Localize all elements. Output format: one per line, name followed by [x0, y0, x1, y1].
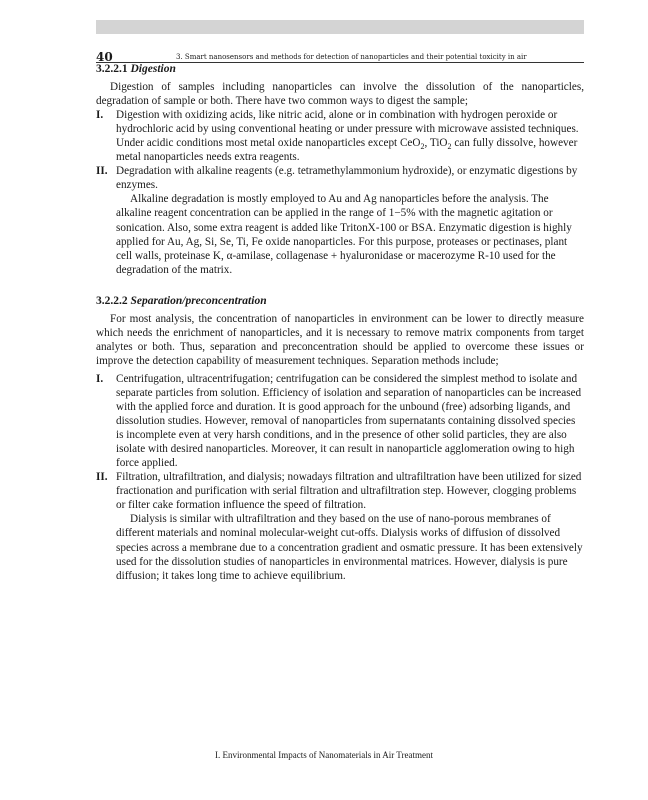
formula-tio2: TiO$_2$	[429, 137, 452, 152]
page-footer: I. Environmental Impacts of Nanomaterials in Air Treatment	[215, 750, 433, 760]
page-header	[96, 20, 584, 63]
list-item	[96, 470, 584, 582]
section-heading-digestion	[96, 62, 584, 76]
section-title: Separation/preconcentration	[130, 294, 267, 307]
formula-ceo2: CeO$_2$	[399, 137, 425, 152]
list-item	[96, 108, 584, 164]
list-item-text: Degradation with alkaline reagents (e.g. tetramethylammonium hydroxide), or enzymatic digestions by enzymes.	[116, 165, 578, 192]
list-item	[96, 164, 584, 276]
main-content	[96, 62, 584, 583]
section-number: 3.2.2.2	[96, 294, 128, 307]
section-title: Digestion	[130, 63, 176, 75]
section-heading-separation	[96, 294, 584, 308]
list-item	[96, 372, 584, 470]
list-marker: I.	[96, 109, 104, 122]
digestion-list	[96, 108, 584, 277]
section-intro: Digestion of samples including nanoparticles can involve the dissolution of the nanoparticles, degradation of sample or both. There have two common ways to digest the sample;	[96, 81, 584, 108]
section-intro: For most analysis, the concentration of nanoparticles in environment can be lower to directly measure which needs the enrichment of nanoparticles, and it is necessary to remove matrix components from target analytes or both. Thus, separation and preconcentration should be applied to overcome these issues or improve the detection capability of measurement techniques. Separation methods include;	[96, 312, 584, 367]
list-marker: I.	[96, 372, 104, 385]
list-item-text: Digestion with oxidizing acids, like nitric acid, alone or in combination with hydrogen peroxide or hydrochloric acid by using conventional heating or under pressure with microwave assisted techniques. Under acidic conditions most metal oxide nanoparticles except CeO$_2$, TiO$_2$ can fully dissolve, however metal nanoparticles needs extra reagents.	[116, 109, 579, 164]
list-item-continuation: Alkaline degradation is mostly employed to Au and Ag nanoparticles before the analysis. The alkaline reagent concentration can be applied in the range of 1−5% with the magnetic agitation or sonication. Also, some extra reagent is added like TritonX-100 or BSA. Enzymatic digestion is highly applied for Au, Ag, Si, Se, Ti, Fe oxide nanoparticles. For this purpose, proteases or pectinases, plant cell walls, proteinase K, α-amilase, collagenase + hyaluronidase or macerozyme R-10 used for the degradation of the matrix.	[116, 193, 572, 276]
section-number: 3.2.2.1	[96, 63, 128, 75]
list-item-text: Filtration, ultrafiltration, and dialysis; nowadays filtration and ultrafiltration have been utilized for sized fractionation and purification with serial filtration and ultrafiltration step. However, clogging problems or filter cake formation influence the speed of filtration.	[116, 471, 582, 512]
list-item-continuation: Dialysis is similar with ultrafiltration and they based on the use of nano-porous membranes of different materials and nominal molecular-weight cut-offs. Dialysis works of diffusion of dissolved species across a membrane due to a concentration gradient and osmatic pressure. It has been extensively used for the dissolution studies of nanoparticles in environmental matrices. However, dialysis is pure diffusion; it takes long time to achieve equilibrium.	[116, 513, 583, 582]
separation-list	[96, 372, 584, 583]
running-head: 3. Smart nanosensors and methods for detection of nanoparticles and their potential toxicity in air	[176, 53, 527, 61]
list-item-text: Centrifugation, ultracentrifugation; centrifugation can be considered the simplest method to isolate and separate particles from solution. Efficiency of isolation and separation of nanoparticles can be increased with the applied force and duration. It is good approach for the unbound (free) adsorbing ligands, and dissolution studies. However, removal of nanoparticles from supernatants containing dissolved species is incomplete even at very harsh conditions, and in the presence of other solid particles, they are also isolate with desired nanoparticles. Moreover, it can result in nanoparticle agglomeration owing to high force applied.	[116, 372, 582, 470]
page-number: 40	[96, 50, 113, 64]
list-marker: II.	[96, 471, 108, 484]
list-marker: II.	[96, 165, 108, 178]
